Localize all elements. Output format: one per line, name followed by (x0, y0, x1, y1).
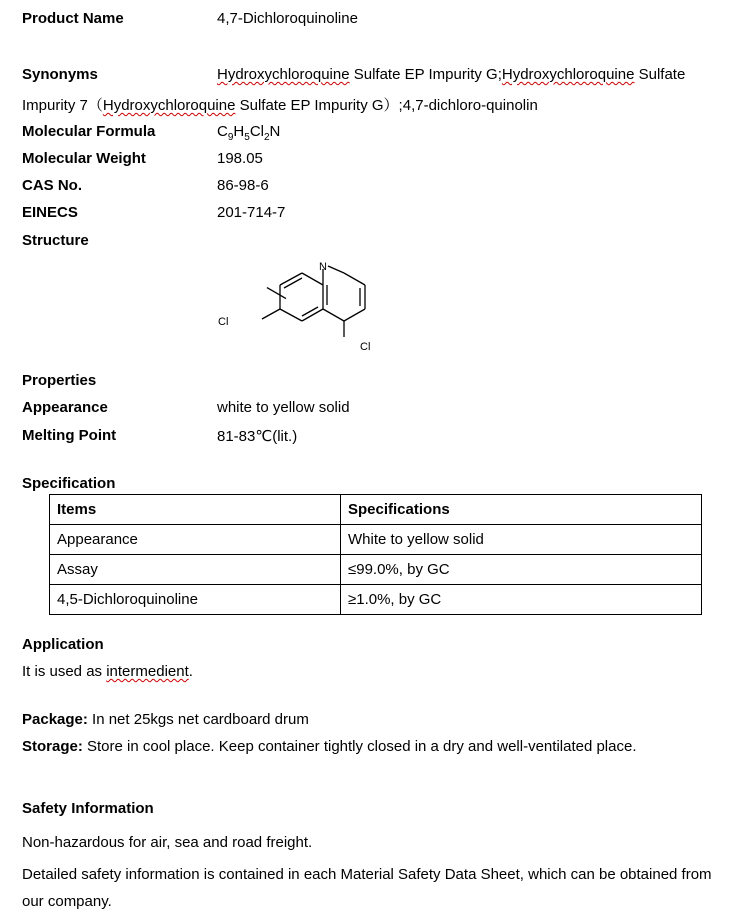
specification-heading: Specification (22, 475, 116, 492)
cas-value: 86-98-6 (217, 177, 269, 194)
formula-element: H (233, 123, 245, 140)
product-name-label: Product Name (22, 10, 124, 27)
structure-label: Structure (22, 232, 89, 249)
synonym-part: Sulfate (634, 66, 686, 83)
table-cell: Assay (50, 555, 341, 585)
molecular-formula-label: Molecular Formula (22, 123, 156, 140)
application-text-prefix: It is used as (22, 663, 107, 680)
formula-element: N (269, 123, 281, 140)
bond (280, 309, 302, 321)
bond (323, 309, 344, 321)
application-text-suffix: . (188, 663, 193, 680)
synonyms-label: Synonyms (22, 66, 98, 83)
column-header-specifications: Specifications (341, 495, 702, 525)
bond (284, 278, 302, 288)
bond (280, 273, 302, 285)
safety-line-2: Detailed safety information is contained in each Material Safety Data Sheet, which can be obtained from our company. (22, 866, 712, 910)
synonym-part: Hydroxychloroquine (102, 97, 236, 114)
formula-subscript: 5 (244, 132, 250, 143)
application-text-word: intermedient (106, 663, 189, 680)
storage-text: Store in cool place. Keep container tightly closed in a dry and well-ventilated place. (82, 738, 637, 755)
bond (328, 266, 344, 273)
einecs-value: 201-714-7 (217, 204, 286, 221)
product-name-value: 4,7-Dichloroquinoline (217, 10, 358, 27)
safety-line-1: Non-hazardous for air, sea and road freight. (22, 834, 313, 851)
package-label: Package: (22, 711, 88, 728)
specification-table (49, 494, 702, 615)
application-heading: Application (22, 636, 104, 653)
synonym-part: Sulfate EP Impurity G）;4,7-dichloro-quinolin (235, 97, 538, 114)
synonyms-line-1 (217, 66, 685, 83)
atom-cl-left: Cl (218, 316, 229, 328)
table-row (50, 585, 702, 615)
atom-cl-bottom: Cl (360, 341, 371, 353)
melting-point-value: 81-83℃(lit.) (217, 428, 298, 445)
formula-subscript: 9 (227, 132, 234, 143)
table-header-row (50, 495, 702, 525)
table-row (50, 555, 702, 585)
bond (262, 309, 280, 319)
synonyms-line-2 (22, 94, 538, 115)
column-header-items: Items (50, 495, 341, 525)
table-row (50, 525, 702, 555)
application-text (22, 663, 193, 680)
formula-element: Cl (249, 123, 264, 140)
einecs-label: EINECS (22, 204, 78, 221)
bond (302, 307, 318, 316)
atom-n: N (319, 261, 327, 273)
storage-label: Storage: (22, 738, 83, 755)
package-line (22, 711, 309, 728)
safety-heading: Safety Information (22, 800, 154, 817)
molecular-weight-label: Molecular Weight (22, 150, 146, 167)
synonym-part: Impurity 7（ (22, 97, 103, 114)
bond (344, 273, 365, 285)
synonym-part: Hydroxychloroquine (501, 66, 635, 83)
package-text: In net 25kgs net cardboard drum (87, 711, 309, 728)
structure-diagram (210, 255, 380, 355)
appearance-label: Appearance (22, 399, 108, 416)
bond (267, 288, 286, 299)
synonym-part: Hydroxychloroquine (217, 66, 350, 83)
bond (302, 273, 323, 285)
molecular-formula-value (217, 123, 280, 143)
molecular-weight-value: 198.05 (217, 150, 263, 167)
bond (344, 309, 365, 321)
formula-element: C (217, 123, 228, 140)
melting-point-label: Melting Point (22, 427, 117, 444)
formula-subscript: 2 (263, 132, 270, 143)
storage-line (22, 738, 637, 755)
table-cell: White to yellow solid (341, 525, 702, 555)
properties-heading: Properties (22, 372, 97, 389)
table-cell: ≤99.0%, by GC (341, 555, 702, 585)
appearance-value: white to yellow solid (217, 399, 350, 416)
cas-label: CAS No. (22, 177, 82, 194)
table-cell: 4,5-Dichloroquinoline (50, 585, 341, 615)
table-cell: ≥1.0%, by GC (341, 585, 702, 615)
synonym-part: Sulfate EP Impurity G; (349, 66, 502, 83)
table-cell: Appearance (50, 525, 341, 555)
